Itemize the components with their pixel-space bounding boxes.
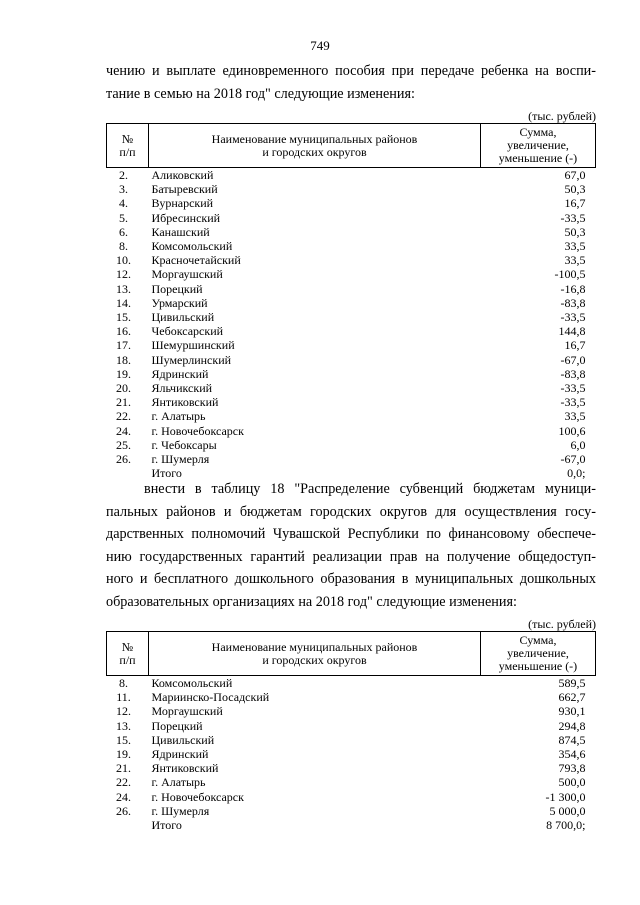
table1-units: (тыс. рублей) [528,109,596,123]
row-value: 144,8 [558,324,586,339]
row-value: 874,5 [558,732,586,747]
intro-line-1: чению и выплате единовременного пособия при передаче ребенка на воспи- [106,63,596,79]
row-value: 50,3 [564,224,586,239]
table2-header-number [107,632,149,676]
table1 [106,123,596,480]
table-row [107,790,596,804]
table-row [107,438,596,452]
row-name: Ибресинский [151,210,221,225]
row-value: -33,5 [560,310,586,325]
row-value: 294,8 [558,718,586,733]
row-value: 16,7 [564,338,586,353]
table-row [107,775,596,789]
row-name: Батыревский [151,182,218,197]
table-row [107,452,596,466]
row-number: 11. [116,690,131,705]
table2-header-sum [481,632,596,676]
row-number: 3. [119,182,128,197]
row-value: 589,5 [558,676,586,690]
row-number: 4. [119,196,128,211]
row-number: 24. [116,423,131,438]
row-name: Комсомольский [151,676,233,690]
row-name: г. Шумерля [151,803,210,818]
header-sum-line3: уменьшение (-) [498,151,578,165]
row-number: 20. [116,381,131,396]
table-row [107,267,596,281]
table-row [107,296,596,310]
row-number: 19. [116,366,131,381]
table-row [107,239,596,253]
row-number [107,818,149,832]
row-value: -33,5 [560,381,586,396]
row-number: 18. [116,352,131,367]
table-total-row [107,818,596,832]
row-value: 793,8 [558,761,586,776]
table-row [107,324,596,338]
row-name: г. Алатырь [151,775,206,790]
row-number: 19. [116,747,131,762]
table-row [107,676,596,691]
table1-header-name [149,124,481,168]
row-number: 16. [116,324,131,339]
row-value: 33,5 [564,409,586,424]
row-number: 17. [116,338,131,353]
row-number: 6. [119,224,128,239]
row-name: г. Чебоксары [151,437,217,452]
table-row [107,353,596,367]
table2-header-name [149,632,481,676]
row-name: Янтиковский [151,395,219,410]
row-name: Цивильский [151,732,215,747]
row-name: Ядринский [151,366,209,381]
row-name: Моргаушский [151,704,223,719]
row-name: Порецкий [151,281,203,296]
table-row [107,381,596,395]
table2 [106,631,596,832]
row-number: 22. [116,409,131,424]
row-value: -100,5 [554,267,586,282]
header-number-line2: п/п [119,652,136,667]
row-name: Мариинско-Посадский [151,690,270,705]
table-row [107,168,596,183]
header-number-line2: п/п [119,144,136,159]
table-row [107,719,596,733]
table-row [107,310,596,324]
row-value: -1 300,0 [545,789,586,804]
row-name: Шемуршинский [151,338,235,353]
row-name: г. Алатырь [151,409,206,424]
table-row [107,282,596,296]
row-value: 33,5 [564,239,586,254]
intro-paragraph [106,60,596,105]
header-number-line1: № [121,639,134,654]
intro-line-2: тание в семью на 2018 год" следующие изменения: [106,85,415,102]
table-row [107,395,596,409]
middle-line-2: пальных районов и бюджетам городских округов для осуществления госу- [106,503,596,520]
header-name-line2: и городских округов [262,144,367,159]
row-value: 0,0; [567,466,586,481]
row-value: 8 700,0; [546,818,586,833]
row-name: г. Новочебоксарск [151,423,244,438]
row-name: Урмарский [151,295,208,310]
row-value: 500,0 [558,775,586,790]
row-value: 100,6 [558,423,586,438]
row-value: 50,3 [564,182,586,197]
row-name: Чебоксарский [151,324,224,339]
table-row [107,424,596,438]
row-value: 33,5 [564,253,586,268]
row-name: Красночетайский [151,253,241,268]
row-number: 25. [116,437,131,452]
row-name: Итого [151,466,182,481]
table2-header-row [107,632,596,676]
header-name-line1: Наименование муниципальных районов [211,131,418,146]
row-number: 21. [116,761,131,776]
row-value: 662,7 [558,690,586,705]
middle-line-6: образовательных организациях на 2018 год" следующие изменения: [106,593,517,610]
row-number: 15. [116,310,131,325]
table-row [107,253,596,267]
table-row [107,338,596,352]
table-row [107,225,596,239]
row-value: 354,6 [558,747,586,762]
row-value: 5 000,0 [549,803,586,818]
row-value: 16,7 [564,196,586,211]
row-number: 12. [116,704,131,719]
middle-line-4: нию государственных гарантий реализации прав на получение общедоступ- [106,548,596,565]
row-value: -33,5 [560,395,586,410]
row-number: 2. [119,168,128,182]
table-row [107,804,596,818]
row-number: 21. [116,395,131,410]
table-row [107,761,596,775]
row-number: 26. [116,452,131,467]
row-value: -83,8 [560,366,586,381]
row-name: г. Шумерля [151,452,210,467]
row-value: 930,1 [558,704,586,719]
row-number: 26. [116,803,131,818]
table-row [107,704,596,718]
row-name: Яльчикский [151,381,213,396]
row-number: 22. [116,775,131,790]
table-row [107,211,596,225]
header-sum-line1: Сумма, [519,125,557,139]
header-sum-line2: увеличение, [507,646,569,660]
table-row [107,409,596,423]
table-row [107,182,596,196]
middle-line-3: дарственных полномочий Чувашской Республики по финансовому обеспече- [106,526,596,542]
row-number: 14. [116,295,131,310]
row-value: 6,0 [570,437,586,452]
row-name: Шумерлинский [151,352,232,367]
row-value: -33,5 [560,210,586,225]
row-name: Аликовский [151,168,214,182]
row-name: Комсомольский [151,239,233,254]
table-row [107,733,596,747]
page-number: 749 [310,38,330,53]
row-name: г. Новочебоксарск [151,789,244,804]
row-number: 8. [119,676,128,690]
row-value: 67,0 [564,168,586,182]
header-name-line2: и городских округов [262,652,367,667]
table1-header-sum [481,124,596,168]
row-number: 8. [119,239,128,254]
row-name: Канашский [151,224,210,239]
row-name: Итого [151,818,182,833]
header-number-line1: № [121,131,134,146]
table1-header-row [107,124,596,168]
row-number: 10. [116,253,131,268]
header-sum-line2: увеличение, [507,138,569,152]
row-name: Порецкий [151,718,203,733]
row-value: -67,0 [560,452,586,467]
row-name: Вурнарский [151,196,214,211]
row-name: Цивильский [151,310,215,325]
table-row [107,690,596,704]
row-name: Ядринский [151,747,209,762]
row-value: -67,0 [560,352,586,367]
header-sum-line3: уменьшение (-) [498,659,578,673]
middle-line-1: внести в таблицу 18 "Распределение субвенций бюджетам муници- [144,481,596,497]
row-number: 5. [119,210,128,225]
header-sum-line1: Сумма, [519,633,557,647]
row-name: Моргаушский [151,267,223,282]
row-value: -83,8 [560,295,586,310]
row-number: 12. [116,267,131,282]
table1-header-number [107,124,149,168]
row-number: 24. [116,789,131,804]
middle-paragraph [106,478,596,613]
row-number: 13. [116,281,131,296]
table-row [107,747,596,761]
row-name: Янтиковский [151,761,219,776]
row-value: -16,8 [560,281,586,296]
header-name-line1: Наименование муниципальных районов [211,639,418,654]
table2-units: (тыс. рублей) [528,617,596,631]
table-row [107,367,596,381]
row-number: 15. [116,732,131,747]
middle-line-5: ного и бесплатного дошкольного образования в муниципальных дошкольных [106,571,596,587]
table-row [107,196,596,210]
row-number: 13. [116,718,131,733]
